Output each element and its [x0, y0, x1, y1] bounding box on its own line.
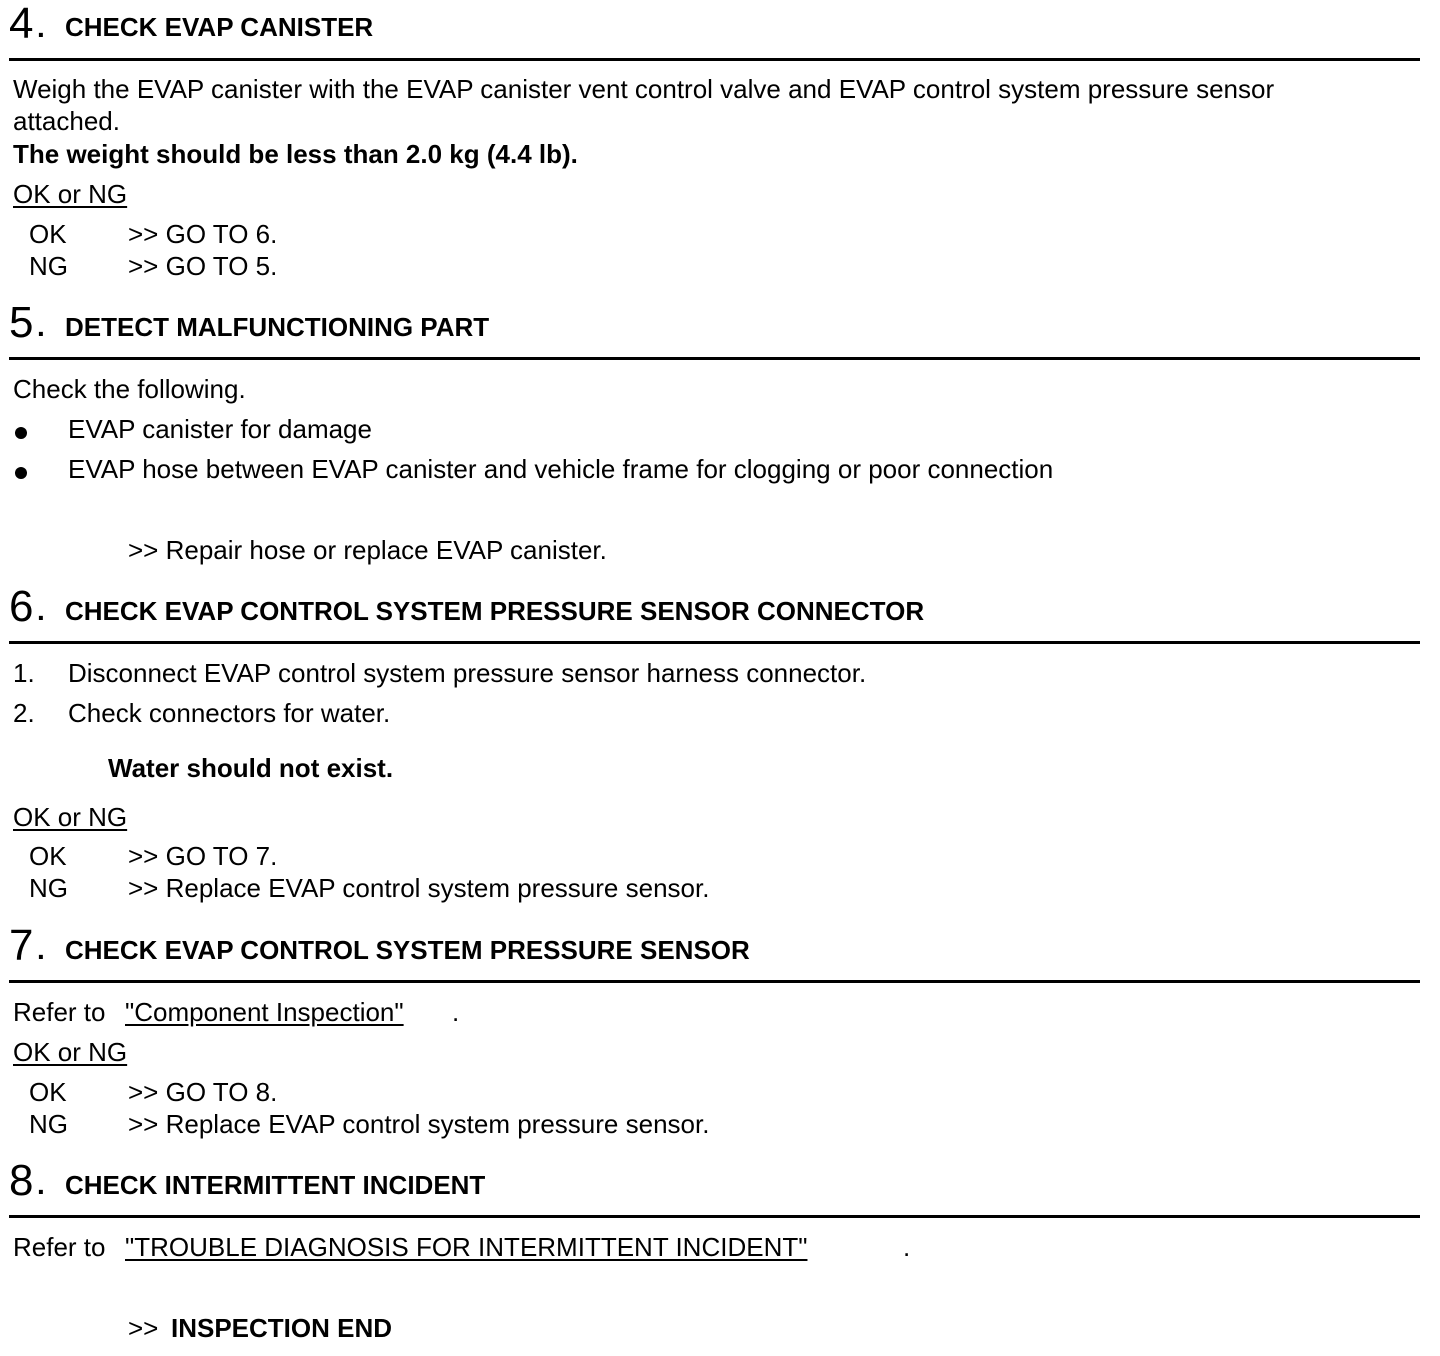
ok-ng-label: OK or NG	[13, 802, 128, 832]
section-title: CHECK EVAP CANISTER	[65, 12, 374, 42]
intro-text: Check the following.	[13, 374, 246, 404]
step-text: Disconnect EVAP control system pressure sensor harness connector.	[68, 658, 867, 688]
component-inspection-link[interactable]: "Component Inspection"	[125, 997, 404, 1027]
section-number: 6	[9, 582, 34, 631]
section-number-dot: .	[37, 311, 45, 342]
result-status-ng: NG	[29, 873, 68, 903]
section-divider	[9, 357, 1420, 360]
result-action-ok: >> GO TO 8.	[128, 1077, 278, 1107]
result-status-ng: NG	[29, 251, 68, 281]
section-divider	[9, 641, 1420, 644]
result-action-ng: >> GO TO 5.	[128, 251, 278, 281]
section-number-dot: .	[37, 12, 45, 43]
refer-prefix: Refer to	[13, 1232, 106, 1262]
result-action-ok: >> GO TO 7.	[128, 841, 278, 871]
result-action-ng: >> Replace EVAP control system pressure sensor.	[128, 1109, 710, 1139]
section-number: 7	[9, 921, 34, 970]
section-number-dot: .	[37, 934, 45, 965]
step-text: Check connectors for water.	[68, 698, 391, 728]
section-divider	[9, 980, 1420, 983]
result-action: >> Repair hose or replace EVAP canister.	[128, 535, 607, 565]
bullet-icon	[15, 467, 27, 479]
spec-text: Water should not exist.	[108, 753, 394, 783]
section-title: CHECK EVAP CONTROL SYSTEM PRESSURE SENSOR	[65, 935, 750, 965]
section-number: 4	[9, 0, 34, 48]
instruction-text: Weigh the EVAP canister with the EVAP canister vent control valve and EVAP control system pressure sensor	[13, 74, 1275, 104]
refer-suffix: .	[452, 997, 460, 1027]
end-prefix: >>	[128, 1313, 159, 1343]
spec-text: The weight should be less than 2.0 kg (4.4 lb).	[13, 139, 578, 169]
inspection-end-label: INSPECTION END	[171, 1313, 393, 1343]
result-action-ng: >> Replace EVAP control system pressure sensor.	[128, 873, 710, 903]
section-divider	[9, 58, 1420, 61]
section-number: 5	[9, 298, 34, 347]
step-number: 1.	[13, 658, 35, 688]
section-divider	[9, 1215, 1420, 1218]
section-title: CHECK EVAP CONTROL SYSTEM PRESSURE SENSOR CONNECTOR	[65, 596, 925, 626]
instruction-text-continued: attached.	[13, 106, 120, 136]
result-status-ng: NG	[29, 1109, 68, 1139]
bullet-icon	[15, 427, 27, 439]
result-status-ok: OK	[29, 1077, 67, 1107]
result-status-ok: OK	[29, 219, 67, 249]
result-action-ok: >> GO TO 6.	[128, 219, 278, 249]
ok-ng-label: OK or NG	[13, 1037, 128, 1067]
list-item: EVAP hose between EVAP canister and vehicle frame for clogging or poor connection	[68, 454, 1054, 484]
refer-prefix: Refer to	[13, 997, 106, 1027]
section-title: DETECT MALFUNCTIONING PART	[65, 312, 490, 342]
result-status-ok: OK	[29, 841, 67, 871]
step-number: 2.	[13, 698, 35, 728]
section-number-dot: .	[37, 595, 45, 626]
trouble-diagnosis-link[interactable]: "TROUBLE DIAGNOSIS FOR INTERMITTENT INCIDENT"	[125, 1232, 808, 1262]
list-item: EVAP canister for damage	[68, 414, 372, 444]
ok-ng-label: OK or NG	[13, 179, 128, 209]
section-number: 8	[9, 1156, 34, 1205]
section-number-dot: .	[37, 1169, 45, 1200]
refer-suffix: .	[903, 1232, 911, 1262]
section-title: CHECK INTERMITTENT INCIDENT	[65, 1170, 486, 1200]
